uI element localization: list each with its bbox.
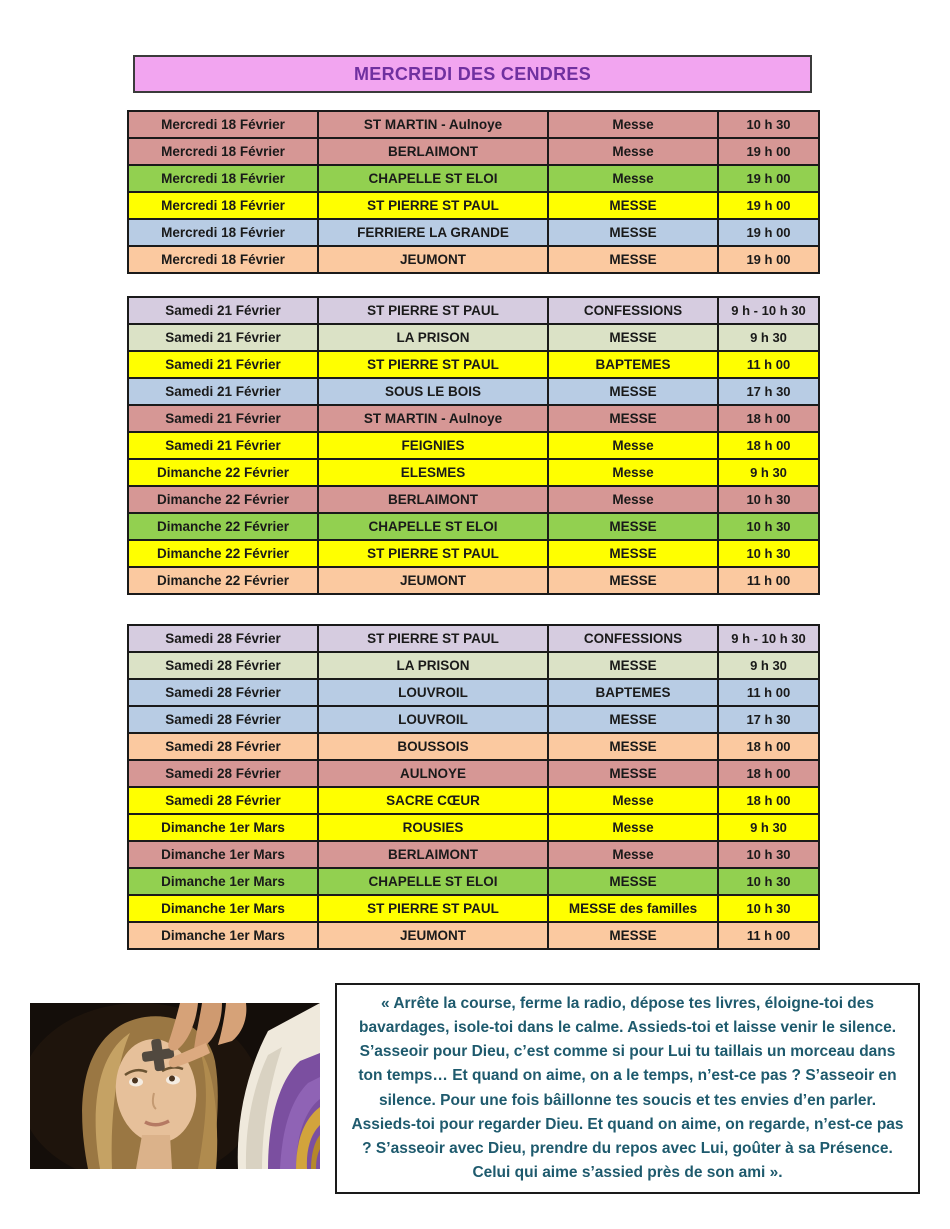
cell-time: 19 h 00 <box>718 138 819 165</box>
cell-date: Dimanche 1er Mars <box>128 895 318 922</box>
cell-date: Samedi 21 Février <box>128 405 318 432</box>
schedule-table-ash-wednesday <box>127 110 818 274</box>
cell-place: ST PIERRE ST PAUL <box>318 540 548 567</box>
cell-place: FEIGNIES <box>318 432 548 459</box>
cell-place: BERLAIMONT <box>318 841 548 868</box>
ash-cross-photo <box>30 1003 320 1169</box>
cell-place: FERRIERE LA GRANDE <box>318 219 548 246</box>
table-row <box>128 540 819 567</box>
cell-date: Dimanche 1er Mars <box>128 868 318 895</box>
table-row <box>128 760 819 787</box>
cell-place: JEUMONT <box>318 246 548 273</box>
cell-date: Dimanche 22 Février <box>128 513 318 540</box>
cell-date: Samedi 21 Février <box>128 351 318 378</box>
cell-event: MESSE <box>548 567 718 594</box>
cell-event: Messe <box>548 787 718 814</box>
cell-place: SACRE CŒUR <box>318 787 548 814</box>
cell-time: 9 h 30 <box>718 324 819 351</box>
cell-time: 19 h 00 <box>718 165 819 192</box>
table-row <box>128 297 819 324</box>
table-row <box>128 787 819 814</box>
table-row <box>128 841 819 868</box>
cell-event: Messe <box>548 841 718 868</box>
table-row <box>128 814 819 841</box>
page-title: MERCREDI DES CENDRES <box>353 63 592 84</box>
cell-event: MESSE des familles <box>548 895 718 922</box>
cell-time: 10 h 30 <box>718 513 819 540</box>
cell-place: ST PIERRE ST PAUL <box>318 351 548 378</box>
cell-time: 10 h 30 <box>718 841 819 868</box>
cell-date: Samedi 21 Février <box>128 324 318 351</box>
table-row <box>128 706 819 733</box>
cell-place: LOUVROIL <box>318 679 548 706</box>
cell-place: JEUMONT <box>318 922 548 949</box>
cell-time: 18 h 00 <box>718 405 819 432</box>
table-row <box>128 922 819 949</box>
quote-text: « Arrête la course, ferme la radio, dépose tes livres, éloigne-toi des bavardages, isole-toi dans le calme. Assieds-toi et laisse venir le silence. S’asseoir pour Dieu, c’est comme si pour Lui tu taillais un morceau dans ton temps… Et quand on aime, on a le temps, n’est-ce pas ? S’asseoir en silence. Pour une fois bâillonne tes soucis et tes envies d’en parler. Assieds-toi pour regarder Dieu. Et quand on aime, on regarde, n’est-ce pas ? S’asseoir avec Dieu, prendre du repos avec Lui, goûter à sa Présence. Celui qui aime s’assied près de son ami ». <box>351 994 904 1182</box>
cell-time: 9 h 30 <box>718 814 819 841</box>
cell-event: MESSE <box>548 513 718 540</box>
cell-place: ST PIERRE ST PAUL <box>318 192 548 219</box>
cell-time: 9 h 30 <box>718 652 819 679</box>
cell-place: BOUSSOIS <box>318 733 548 760</box>
cell-time: 9 h - 10 h 30 <box>718 625 819 652</box>
cell-place: ST PIERRE ST PAUL <box>318 895 548 922</box>
cell-event: MESSE <box>548 922 718 949</box>
table-row <box>128 324 819 351</box>
table-row <box>128 679 819 706</box>
cell-place: SOUS LE BOIS <box>318 378 548 405</box>
quote-box <box>335 983 920 1194</box>
cell-time: 9 h 30 <box>718 459 819 486</box>
cell-date: Samedi 28 Février <box>128 787 318 814</box>
cell-time: 18 h 00 <box>718 760 819 787</box>
cell-time: 19 h 00 <box>718 219 819 246</box>
cell-event: MESSE <box>548 760 718 787</box>
cell-place: JEUMONT <box>318 567 548 594</box>
table-row <box>128 111 819 138</box>
cell-place: ROUSIES <box>318 814 548 841</box>
cell-date: Samedi 28 Février <box>128 652 318 679</box>
cell-place: LA PRISON <box>318 652 548 679</box>
cell-date: Samedi 21 Février <box>128 297 318 324</box>
cell-time: 10 h 30 <box>718 895 819 922</box>
cell-event: Messe <box>548 111 718 138</box>
cell-place: CHAPELLE ST ELOI <box>318 868 548 895</box>
cell-time: 18 h 00 <box>718 733 819 760</box>
cell-event: MESSE <box>548 733 718 760</box>
table-row <box>128 513 819 540</box>
cell-time: 19 h 00 <box>718 246 819 273</box>
cell-event: MESSE <box>548 540 718 567</box>
cell-date: Mercredi 18 Février <box>128 165 318 192</box>
schedule-table-weekend-28-1 <box>127 624 818 950</box>
table-row <box>128 868 819 895</box>
cell-time: 19 h 00 <box>718 192 819 219</box>
cell-place: ST MARTIN - Aulnoye <box>318 111 548 138</box>
cell-event: MESSE <box>548 219 718 246</box>
cell-event: Messe <box>548 432 718 459</box>
cell-event: Messe <box>548 486 718 513</box>
cell-place: BERLAIMONT <box>318 138 548 165</box>
table-row <box>128 246 819 273</box>
cell-time: 11 h 00 <box>718 679 819 706</box>
cell-time: 11 h 00 <box>718 922 819 949</box>
cell-event: MESSE <box>548 192 718 219</box>
cell-event: MESSE <box>548 652 718 679</box>
cell-time: 10 h 30 <box>718 486 819 513</box>
cell-date: Samedi 28 Février <box>128 679 318 706</box>
cell-event: MESSE <box>548 246 718 273</box>
table-row <box>128 652 819 679</box>
cell-date: Mercredi 18 Février <box>128 192 318 219</box>
cell-date: Samedi 28 Février <box>128 760 318 787</box>
cell-event: Messe <box>548 459 718 486</box>
cell-place: ST MARTIN - Aulnoye <box>318 405 548 432</box>
cell-event: Messe <box>548 165 718 192</box>
table-row <box>128 895 819 922</box>
cell-event: BAPTEMES <box>548 351 718 378</box>
cell-event: MESSE <box>548 868 718 895</box>
cell-date: Samedi 28 Février <box>128 625 318 652</box>
table-row <box>128 219 819 246</box>
cell-place: CHAPELLE ST ELOI <box>318 513 548 540</box>
cell-date: Dimanche 1er Mars <box>128 922 318 949</box>
cell-place: ST PIERRE ST PAUL <box>318 297 548 324</box>
cell-time: 11 h 00 <box>718 351 819 378</box>
cell-date: Mercredi 18 Février <box>128 111 318 138</box>
cell-time: 17 h 30 <box>718 378 819 405</box>
cell-event: BAPTEMES <box>548 679 718 706</box>
cell-date: Dimanche 22 Février <box>128 540 318 567</box>
cell-date: Dimanche 1er Mars <box>128 814 318 841</box>
cell-date: Dimanche 22 Février <box>128 459 318 486</box>
cell-date: Dimanche 1er Mars <box>128 841 318 868</box>
ash-cross-photo-graphic <box>30 1003 320 1169</box>
cell-event: MESSE <box>548 706 718 733</box>
page-title-banner <box>133 55 812 93</box>
cell-time: 10 h 30 <box>718 111 819 138</box>
table-row <box>128 378 819 405</box>
table-row <box>128 432 819 459</box>
cell-date: Samedi 21 Février <box>128 378 318 405</box>
cell-date: Dimanche 22 Février <box>128 567 318 594</box>
cell-event: Messe <box>548 814 718 841</box>
table-row <box>128 192 819 219</box>
cell-place: ST PIERRE ST PAUL <box>318 625 548 652</box>
cell-place: BERLAIMONT <box>318 486 548 513</box>
cell-date: Samedi 28 Février <box>128 733 318 760</box>
cell-place: LA PRISON <box>318 324 548 351</box>
table-row <box>128 138 819 165</box>
schedule-table-weekend-21-22 <box>127 296 818 595</box>
cell-event: CONFESSIONS <box>548 625 718 652</box>
cell-place: AULNOYE <box>318 760 548 787</box>
cell-date: Samedi 21 Février <box>128 432 318 459</box>
table-row <box>128 165 819 192</box>
cell-time: 17 h 30 <box>718 706 819 733</box>
table-row <box>128 459 819 486</box>
table-row <box>128 351 819 378</box>
cell-time: 10 h 30 <box>718 540 819 567</box>
cell-time: 18 h 00 <box>718 787 819 814</box>
cell-date: Samedi 28 Février <box>128 706 318 733</box>
table-row <box>128 405 819 432</box>
cell-place: CHAPELLE ST ELOI <box>318 165 548 192</box>
table-row <box>128 625 819 652</box>
cell-date: Mercredi 18 Février <box>128 246 318 273</box>
cell-event: CONFESSIONS <box>548 297 718 324</box>
table-row <box>128 733 819 760</box>
table-row <box>128 486 819 513</box>
table-row <box>128 567 819 594</box>
cell-date: Dimanche 22 Février <box>128 486 318 513</box>
cell-place: ELESMES <box>318 459 548 486</box>
cell-event: MESSE <box>548 405 718 432</box>
cell-date: Mercredi 18 Février <box>128 138 318 165</box>
cell-event: MESSE <box>548 378 718 405</box>
cell-event: MESSE <box>548 324 718 351</box>
cell-time: 18 h 00 <box>718 432 819 459</box>
cell-time: 9 h - 10 h 30 <box>718 297 819 324</box>
cell-time: 11 h 00 <box>718 567 819 594</box>
cell-time: 10 h 30 <box>718 868 819 895</box>
cell-place: LOUVROIL <box>318 706 548 733</box>
cell-event: Messe <box>548 138 718 165</box>
cell-date: Mercredi 18 Février <box>128 219 318 246</box>
